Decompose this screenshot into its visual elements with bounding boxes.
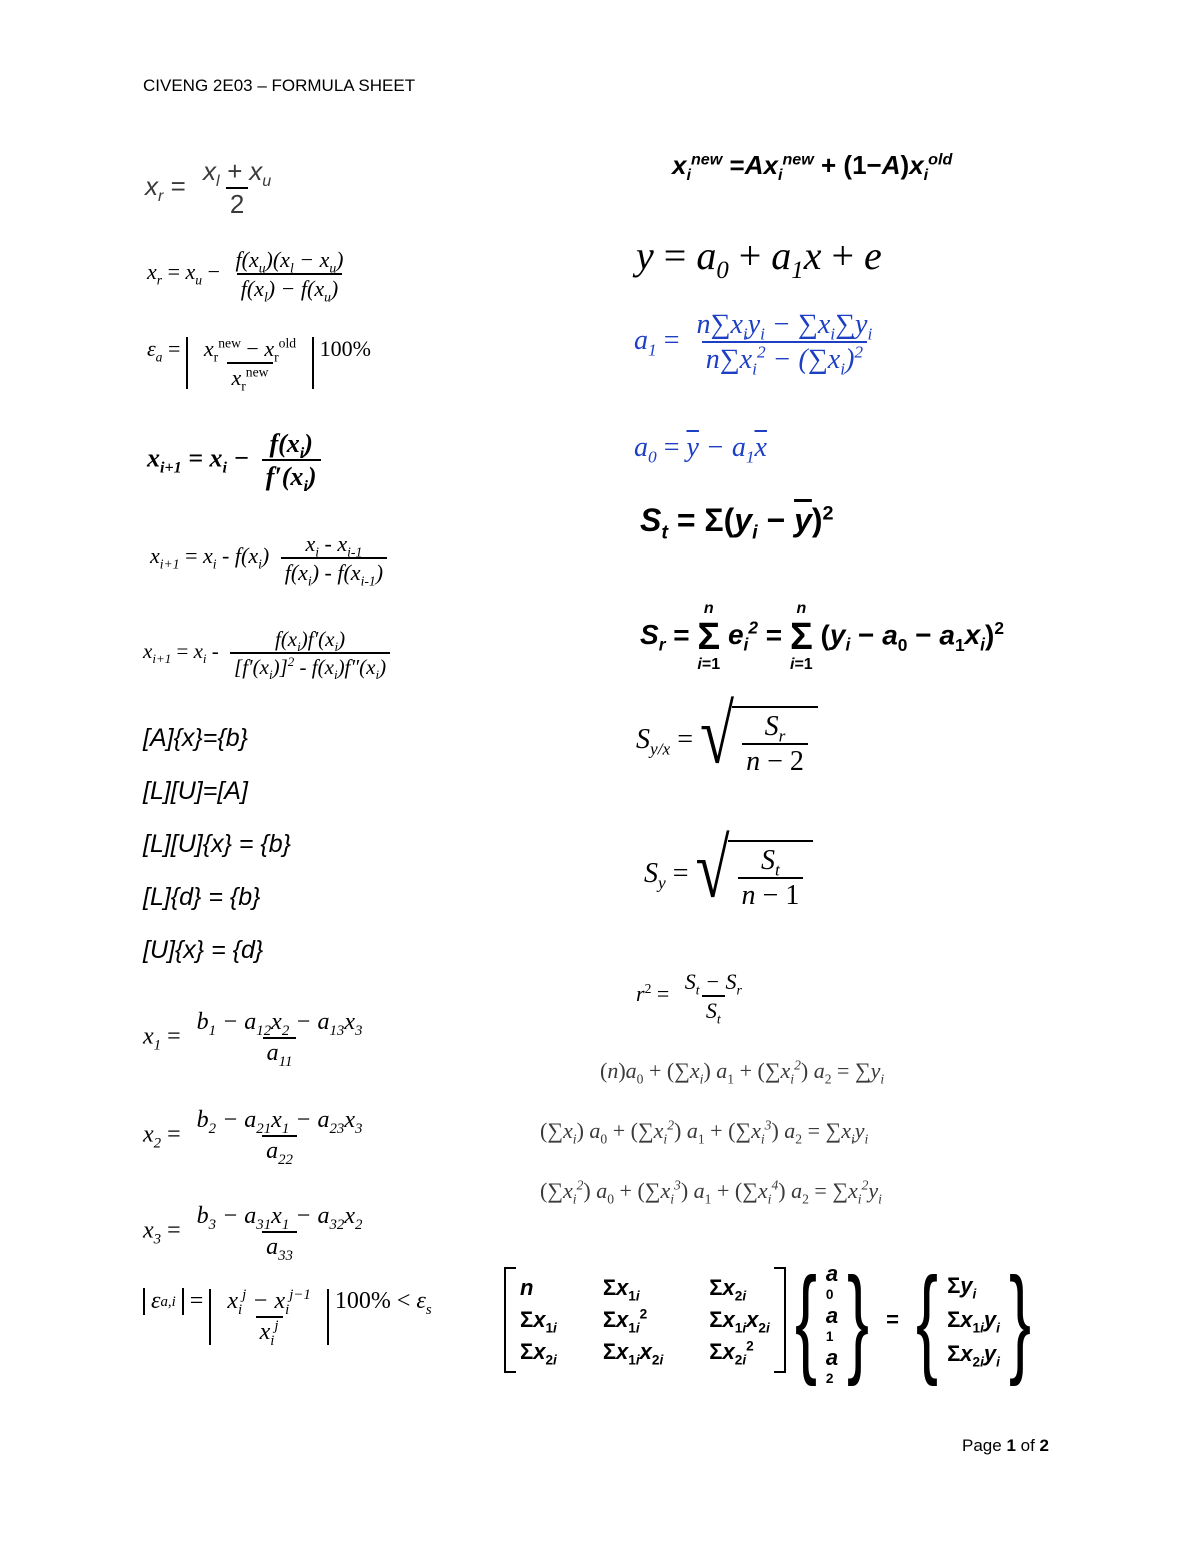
footer-page-total: 2	[1039, 1436, 1049, 1455]
coefficient-matrix: n $\Sigma x_{1i}$ $\Sigma x_{2i}$ $\Sigma x_{1i}$ $\Sigma x_{1i}^2$ $\Sigma x_{1i}x_{2i}$ $\Sigma x_{2i}$ $\Sigma x_{1i}x_{2i}$ $\Sigma x_{2i}^2$	[504, 1267, 786, 1373]
r-squared-formula: $r^2$ = $\frac{S_t - S_r}{S_t}$	[636, 969, 742, 1027]
linear-regression-model: $y = a_0 + a_1x + e$	[636, 233, 882, 284]
sr-formula: $S_r$ = n Σ i=1 $e_i^2$ = n Σ i=1 $(y_i - a_0 - a_1x_i)^2$	[640, 600, 1004, 673]
relaxation-formula: $x_i^{new} =Ax_i^{new} + (1-A)x_i^{old}$	[672, 150, 953, 185]
newton-raphson-formula: $x_{i+1} = x_i$ − $\frac{f(x_i)}{f'(x_i)}$	[147, 430, 327, 491]
standard-deviation-formula: $S_y$ = √ $\frac{S_t}{n - 1}$	[644, 840, 813, 911]
page-header	[143, 76, 415, 96]
approx-error-formula: $\varepsilon_a$ = $\frac{x_r^{new} - x_r^{old}}{x_r^{new}}$ 100%	[147, 335, 371, 394]
lu-decomposition-list	[143, 712, 291, 977]
lu-line: [L]{d} = {b}	[143, 883, 261, 911]
lu-line: [L][U]=[A]	[143, 777, 248, 805]
gauss-seidel-x3: $x_3$ = $\frac{b_3 - a_{31}x_1 - a_{32}x_2}{a_{33}}$	[143, 1203, 363, 1264]
footer-of: of	[1015, 1436, 1040, 1455]
header-title: CIVENG 2E03 – FORMULA SHEET	[143, 76, 416, 95]
footer-prefix: Page	[962, 1436, 1007, 1455]
slope-formula: $a_1$ = $\frac{n\sum x_iy_i - \sum x_i\sum y_i}{n\sum x_i^2 - (\sum x_i)^2}$	[634, 309, 873, 379]
gauss-seidel-error: ε a,i = $\frac{x_i^j - x_i^{j-1}}{x_i^j}$ $100\% < \varepsilon_s$	[143, 1288, 432, 1345]
false-position-formula: $x_r = x_u$ − $\frac{f(x_u)(x_l - x_u)}{f(x_l) - f(x_u)}$	[147, 247, 344, 305]
standard-error-formula: $S_{y/x}$ = √ $\frac{S_r}{n - 2}$	[636, 706, 818, 777]
intercept-formula: $a_0 = \overline{y} - a_1\overline{x}$	[634, 432, 767, 467]
normal-eq-3: $(\sum x_i^2) a_0 + (\sum x_i^3) a_1 + (\sum x_i^4) a_2 = \sum x_i^2y_i$	[540, 1177, 882, 1207]
page-footer	[962, 1436, 1049, 1456]
rhs-vector: $\Sigma y_i$ $\Sigma x_{1i}y_i$ $\Sigma x_{2i}y_i$	[947, 1273, 1000, 1370]
normal-eq-2: $(\sum x_i) a_0 + (\sum x_i^2) a_1 + (\sum x_i^3) a_2 = \sum x_iy_i$	[540, 1117, 869, 1147]
percent-label: 100%	[319, 336, 371, 361]
footer-page-number: 1	[1006, 1436, 1016, 1455]
lu-line: [L][U]{x} = {b}	[143, 830, 292, 858]
modified-newton-formula: $x_{i+1} = x_i$ - $\frac{f(x_i)f'(x_i)}{[f'(x_i)]^2 - f(x_i)f''(x_i)}$	[143, 628, 396, 678]
secant-formula: $x_{i+1} = x_i - f(x_i)$ $\frac{x_i - x_{i-1}}{f(x_i) - f(x_{i-1})}$	[150, 532, 393, 584]
normal-eq-1: $(n)a_0 + (\sum x_i) a_1 + (\sum x_i^2) a_2 = \sum y_i$	[600, 1057, 885, 1087]
lu-line: [A]{x}={b}	[143, 724, 248, 752]
gauss-seidel-x2: $x_2$ = $\frac{b_2 - a_{21}x_1 - a_{23}x_3}{a_{22}}$	[143, 1107, 363, 1168]
bisection-formula: $x_r$ = $\frac{x_l + x_u}{2}$	[145, 156, 272, 220]
gauss-seidel-x1: $x_1$ = $\frac{b_1 - a_{12}x_2 - a_{13}x_3}{a_{11}}$	[143, 1009, 363, 1070]
multiple-regression-matrix: n $\Sigma x_{1i}$ $\Sigma x_{2i}$ $\Sigma x_{1i}$ $\Sigma x_{1i}^2$ $\Sigma x_{1i}x_{2i}$ $\Sigma x_{2i}$ $\Sigma x_{1i}x_{2i}$ $\Sigma x_{2i}^2$ { a 0 a 1 a 2 } = { $\Sigma y_i$ $\Sigma x_{1i}y_i$ $\Sigma x_{2i}y_i$ }	[504, 1260, 1040, 1380]
st-formula: $S_t = \Sigma(y_i - \overline{y})^2$	[640, 502, 834, 544]
unknown-vector: a 0 a 1 a 2	[825, 1261, 839, 1386]
lu-line: [U]{x} = {d}	[143, 936, 264, 964]
percent-label: 100%	[334, 1288, 391, 1314]
